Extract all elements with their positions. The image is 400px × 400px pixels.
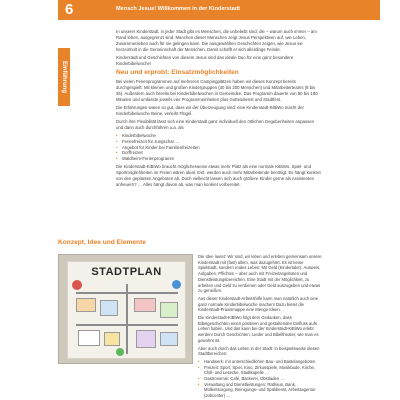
- konzept-paragraph-3: Die Kinderstadt-KiBiWo folgt dem Gedanken, dass Bibelgeschichten einen positiven und gestaltenden Einfluss aufs Leben haben. Und das kann bei der Kinderstadt-KiBiWo erlebt werden! Durch Geschichten, Lieder und Bibeltheater, wie man es gewohnt ist.: [198, 315, 319, 343]
- map-card: [104, 332, 120, 346]
- list-item: • Ferienfreizeit für Jungschar …: [116, 139, 322, 145]
- intro-paragraph-2: Kinderstadt und Geschichten von diesem Jesus sind das ideale Duo für eine ganz besondere Kinderbibelwoche!: [116, 54, 294, 66]
- decor-dot: [72, 280, 82, 290]
- list-item: • Freizeit: Sport, Spiel, Kino, Zirkusspiele, Musikbude, Kirche, Chill- und Lesecke, Stadtkapelle …: [198, 365, 322, 376]
- erprobt-paragraph-4: Die Kinderstadt-KiBiWo braucht möglicherweise etwas mehr Platz als eine normale KiBiWo. Spiel- und Sportmöglichkeiten im Freien wären ideal. Evtl. werden auch mehr Mitarbeitende benötigt. Es hängt konkret von den geplanten Angeboten ab. Doch vielleicht lassen sich auch größere Kinder gerne als Assistenten anheuern? … Alles hängt davon ab, was man konkret vorbereitet.: [116, 164, 321, 187]
- list-item: • Angebot für Kinder bei Familienfreizeiten: [116, 145, 322, 151]
- concept-text-column: [198, 254, 322, 400]
- erprobt-paragraph-1: Bei vielen Ferienprogrammen auf mehreren Campingplätzen haben wir dieses Konzept bereits durchgespielt: Mit kleinen und großen Kindergruppen (30 bis 200 Menschen) und Mitarbeiterteams (8 bis 35). Außerdem auch bereits bei Kinderbibelwochen in Gemeinden. Das Programm dauerte von 90 bis 180 Minuten und umfasste jeweils vier Programmeinheiten plus Gottesdienst und Stadtfest.: [116, 79, 318, 103]
- page-number: 6: [65, 1, 74, 18]
- konzept-paragraph-1: Die Idee lautet: Wir sind, wir leben und erleben gemeinsam unsere Kinderstadt mit (fast) allem, was dazugehört. Es ist keine Spielstadt, sondern reales Leben: Mit Geld (Kindertaler), Ausweis, Aufgaben, Pflichten – aber auch mit Freizeitangeboten und Dienstleistungsbereichen. Eine Stadt mit der Möglichkeit, zu arbeiten und Geld zu verdienen oder Geld auszugeben und etwas zu genießen.: [198, 254, 322, 294]
- stadtplan-photo: [58, 254, 193, 364]
- decor-dot: [172, 280, 181, 289]
- map-card: [136, 330, 156, 348]
- list-item: • Handwerk: mit unterschiedlichen Bau- und Bastelangeboten: [198, 359, 322, 365]
- map-card: [76, 298, 96, 312]
- section-side-tab: [58, 48, 70, 106]
- section-heading-konzept: Konzept, Idee und Elemente: [58, 239, 146, 246]
- list-item: • Verwaltung und Dienstleistungen: Rathaus, Bank, Müllentsorgung, Reinigungs- und Spüldienst, Arbeitsagentur (Jobcenter) …: [198, 382, 322, 399]
- main-text-column: [116, 29, 322, 190]
- decor-dot: [116, 348, 124, 356]
- map-card: [100, 300, 118, 316]
- list-item: • Kinderbibelwoche: [116, 133, 322, 139]
- map-card: [78, 330, 100, 346]
- list-item: • Waldheim-Ferienprogramm: [116, 156, 322, 162]
- poster-title: STADTPLAN: [91, 266, 162, 278]
- side-tab-label: Einführung: [61, 61, 67, 93]
- erprobt-paragraph-3: Durch ihre Flexibilität lässt sich eine Kinderstadt ganz individuell den örtlichen Gegebenheiten anpassen und dann auch durchführen u.a. als: [116, 118, 315, 130]
- erprobt-paragraph-2: Die Erfahrungen waren so gut, dass wir der Überzeugung sind: eine Kinderstadt-KiBiWo macht der Kinderbibelwoche Beine, verleiht Flügel.: [116, 105, 304, 116]
- section-heading-erprobt: Neu und erprobt: Einsatzmöglichkeiten: [116, 69, 239, 77]
- list-item: • Gastronomie: Café, Bäckerei, Obstladen …: [198, 376, 322, 382]
- stadtplan-poster: [67, 261, 186, 359]
- konzept-paragraph-4: Aber auch durch das Leben in der Stadt: In beispielsweise diesen Stadtbereichen:: [198, 345, 320, 357]
- list-item: • Dorffreizeit: [116, 150, 322, 156]
- usage-list: [116, 133, 322, 163]
- map-card: [134, 298, 156, 312]
- page-header-bar: [58, 0, 380, 20]
- map-card: [160, 332, 178, 346]
- intro-paragraph-1: In unserer Kinderstadt, in jeder Stadt gibt es Menschen, die unbeliebt sind, die – warum auch immer – am Rand leben, ausgegrenzt sind. Manchen dieser Menschen zeigt Jesus Perspektiven auf, wie Leben, Zusammenleben auch für sie gelingen kann. Die ausgewählten Geschichten zeigen, wie Jesus sie herzeinholt in die Gemeinschaft der Menschen. Damit schafft er sich allerdings Feinde.: [116, 29, 317, 52]
- map-card: [160, 302, 178, 318]
- konzept-paragraph-2: Aus dieser Kinderstadt-Arbeitshilfe kann man natürlich auch eine ganz normale Kinderbibelwoche machen! Dazu bietet die Kinderstadt-Praxismappe eine Menge Ideen.: [198, 295, 319, 313]
- city-areas-list: [198, 359, 322, 399]
- map-road: [126, 284, 128, 354]
- chapter-title: Mensch Jesus! Willkommen in der Kinderstadt: [116, 6, 240, 12]
